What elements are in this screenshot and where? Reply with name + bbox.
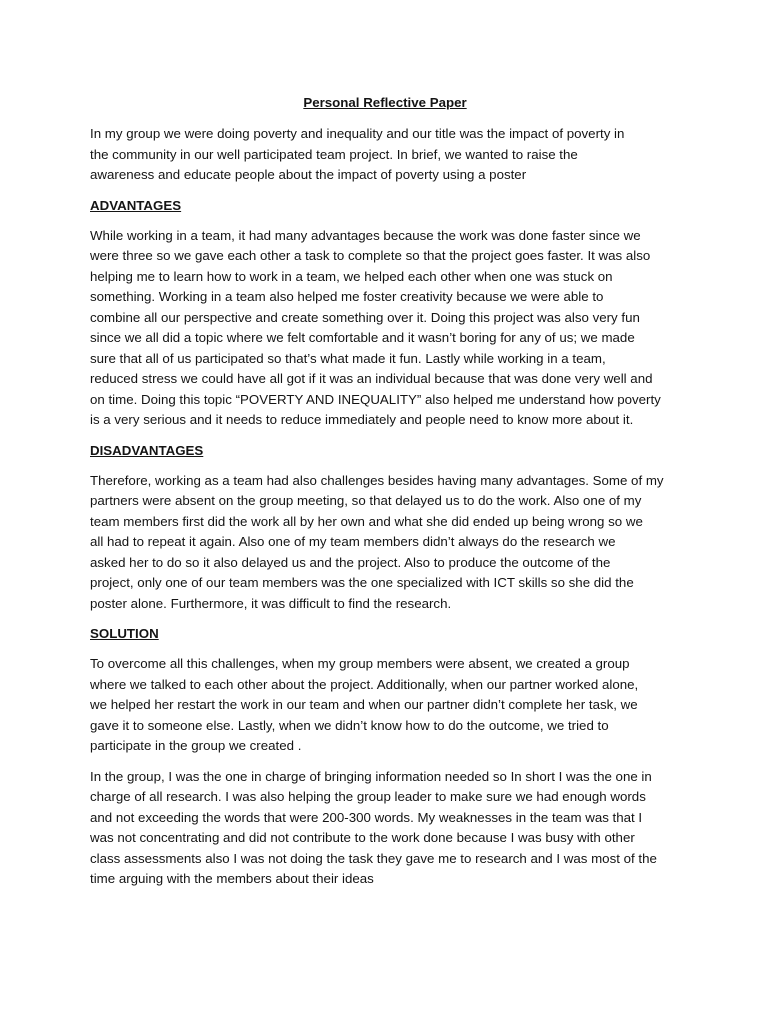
text-line: To overcome all this challenges, when my group members were absent, we created a group [90, 656, 630, 671]
text-line: In my group we were doing poverty and inequality and our title was the impact of poverty in [90, 126, 625, 141]
text-line: asked her to do so it also delayed us and the project. Also to produce the outcome of the [90, 554, 611, 570]
text-line: since we all did a topic where we felt comfortable and it wasn’t boring for any of us; we made [90, 330, 635, 345]
text-line: project, only one of our team members was the one specialized with ICT skills so she did the [90, 575, 634, 590]
text-line: reduced stress we could have all got if it was an individual because that was done very well and [90, 371, 653, 386]
text-line: sure that all of us participated so that’s what made it fun. Lastly while working in a team, [90, 350, 606, 366]
text-line: we helped her restart the work in our team and when our partner didn’t complete her task, we [90, 697, 638, 712]
text-line: Therefore, working as a team had also challenges besides having many advantages. Some of my [90, 472, 664, 488]
section-heading-solution: SOLUTION [90, 626, 159, 641]
text-line: class assessments also I was not doing the task they gave me to research and I was most of the [90, 850, 657, 866]
text-line: poster alone. Furthermore, it was difficult to find the research. [90, 595, 452, 611]
intro-paragraph [90, 124, 680, 186]
section-heading-advantages: ADVANTAGES [90, 197, 182, 213]
text-line: In the group, I was the one in charge of bringing information needed so In short I was the one in [90, 768, 652, 784]
text-line: something. Working in a team also helped me foster creativity because we were able to [90, 289, 604, 304]
solution-paragraph [90, 654, 680, 757]
text-line: helping me to learn how to work in a team, we helped each other when one was stuck on [90, 268, 613, 284]
text-line: on time. Doing this topic “POVERTY AND INEQUALITY” also helped me understand how poverty [90, 391, 661, 407]
text-line: gave it to someone else. Lastly, when we didn’t know how to do the outcome, we tried to [90, 717, 609, 733]
text-line: combine all our perspective and create something over it. Doing this project was also very fun [90, 309, 640, 325]
text-line: partners were absent on the group meeting, so that delayed us to do the work. Also one of my [90, 493, 642, 508]
document-page [90, 95, 680, 900]
text-line: charge of all research. I was also helping the group leader to make sure we had enough words [90, 789, 646, 804]
reflection-paragraph [90, 767, 680, 890]
text-line: all had to repeat it again. Also one of my team members didn’t always do the research we [90, 534, 616, 549]
text-line: and not exceeding the words that were 200-300 words. My weaknesses in the team was that I [90, 809, 643, 825]
disadvantages-paragraph [90, 471, 680, 615]
document-title: Personal Reflective Paper [303, 95, 467, 110]
text-line: is a very serious and it needs to reduce immediately and people need to know more about it. [90, 412, 634, 427]
text-line: were three so we gave each other a task to complete so that the project goes faster. It was also [90, 248, 651, 263]
text-line: where we talked to each other about the project. Additionally, when our partner worked alone, [90, 676, 639, 692]
section-heading-disadvantages: DISADVANTAGES [90, 442, 204, 458]
text-line: time arguing with the members about their ideas [90, 871, 374, 886]
text-line: the community in our well participated team project. In brief, we wanted to raise the [90, 146, 578, 162]
text-line: While working in a team, it had many advantages because the work was done faster since we [90, 227, 641, 243]
text-line: was not concentrating and did not contribute to the work done because I was busy with other [90, 830, 635, 845]
text-line: participate in the group we created . [90, 738, 302, 753]
advantages-paragraph [90, 226, 680, 431]
text-line: team members first did the work all by her own and what she did ended up being wrong so we [90, 513, 643, 529]
text-line: awareness and educate people about the impact of poverty using a poster [90, 167, 527, 182]
